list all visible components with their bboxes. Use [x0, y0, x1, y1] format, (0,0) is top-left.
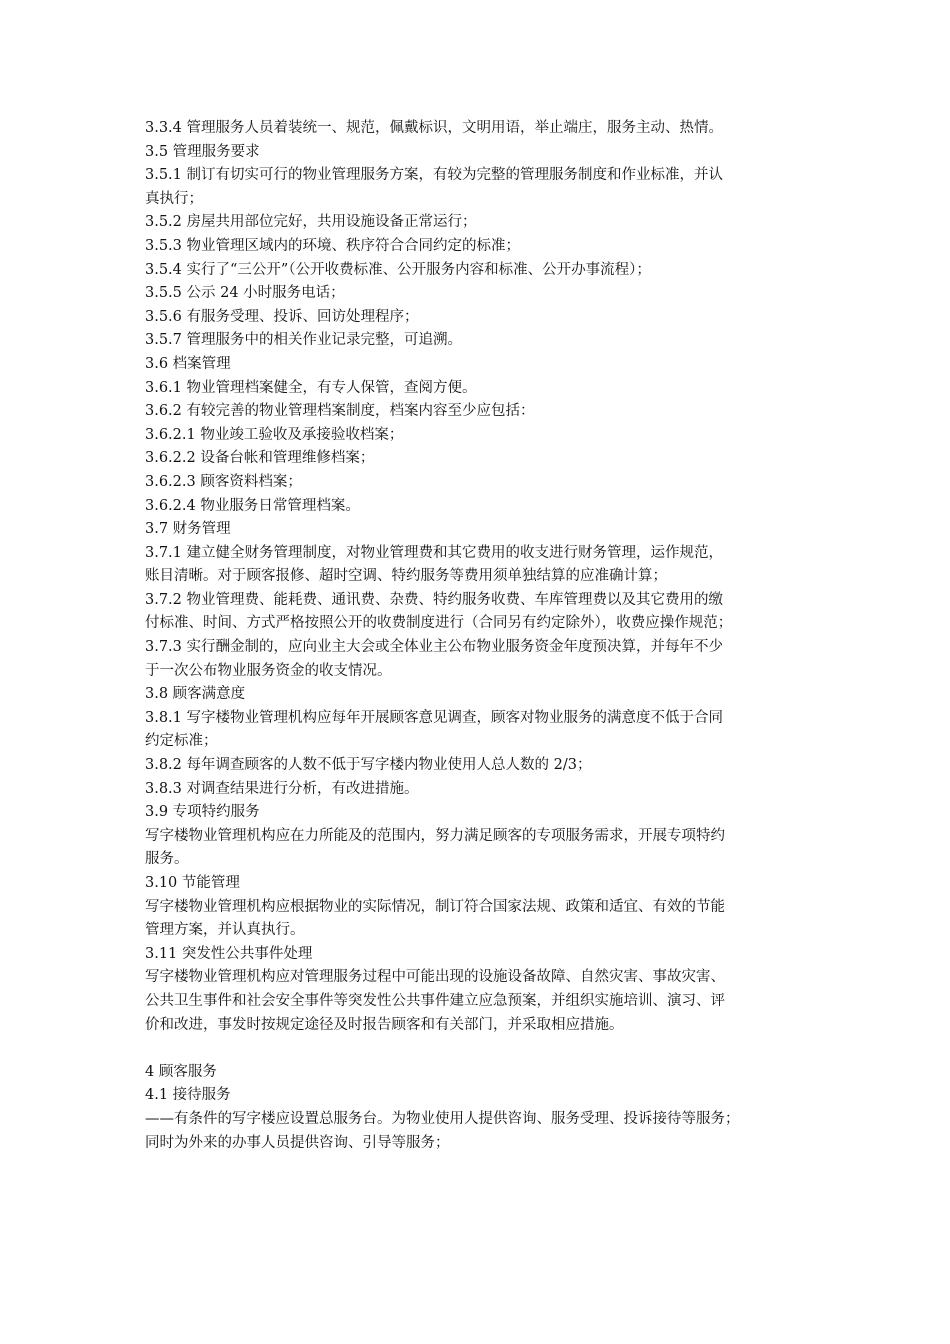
text-line: 付标准、时间、方式严格按照公开的收费制度进行（合同另有约定除外），收费应操作规范； [145, 615, 733, 632]
text-line: 3.8 顾客满意度 [145, 686, 246, 703]
text-line: 约定标准； [145, 733, 218, 750]
text-line: 3.6.2.2 设备台帐和管理维修档案； [145, 450, 375, 467]
text-line: 3.6 档案管理 [145, 355, 231, 372]
text-line: 3.8.2 每年调查顾客的人数不低于写字楼内物业使用人总人数的 2/3； [145, 757, 592, 774]
text-line: 4 顾客服务 [145, 1063, 217, 1080]
text-line: 3.5.4 实行了“三公开”（公开收费标准、公开服务内容和标准、公开办事流程）； [145, 261, 651, 278]
text-line: 3.6.2.1 物业竣工验收及承接验收档案； [145, 426, 404, 443]
text-line: 于一次公布物业服务资金的收支情况。 [145, 662, 392, 679]
text-line: 3.5.6 有服务受理、投诉、回访处理程序； [145, 308, 419, 325]
text-line: 同时为外来的办事人员提供咨询、引导等服务； [145, 1134, 450, 1151]
text-line: 3.5.5 公示 24 小时服务电话； [145, 285, 345, 302]
text-line: 3.6.2 有较完善的物业管理档案制度，档案内容至少应包括： [145, 403, 535, 420]
text-line: 账目清晰。对于顾客报修、超时空调、特约服务等费用须单独结算的应准确计算； [145, 568, 667, 585]
text-line: 公共卫生事件和社会安全事件等突发性公共事件建立应急预案，并组织实施培训、演习、评 [145, 992, 725, 1009]
text-line: 3.6.2.3 顾客资料档案； [145, 473, 302, 490]
blank-line [145, 1037, 810, 1061]
text-line: 3.8.1 写字楼物业管理机构应每年开展顾客意见调查，顾客对物业服务的满意度不低于合同 [145, 709, 723, 726]
text-line: 3.5.3 物业管理区域内的环境、秩序符合合同约定的标准； [145, 237, 521, 254]
text-line: 写字楼物业管理机构应对管理服务过程中可能出现的设施设备故障、自然灾害、事故灾害、 [145, 969, 725, 986]
text-line: 3.7.3 实行酬金制的，应向业主大会或全体业主公布物业服务资金年度预决算，并每年不少 [145, 639, 723, 656]
text-line: 4.1 接待服务 [145, 1087, 231, 1104]
text-line: 写字楼物业管理机构应在力所能及的范围内，努力满足顾客的专项服务需求，开展专项特约 [145, 827, 725, 844]
text-line: 3.5 管理服务要求 [145, 143, 260, 160]
document-body [145, 117, 810, 1155]
text-line: 服务。 [145, 851, 189, 868]
text-line: 3.6.1 物业管理档案健全，有专人保管，查阅方便。 [145, 379, 477, 396]
text-line: 3.7 财务管理 [145, 521, 231, 538]
text-line: 3.5.1 制订有切实可行的物业管理服务方案，有较为完整的管理服务制度和作业标准，并认 [145, 167, 723, 184]
text-line: 3.5.7 管理服务中的相关作业记录完整，可追溯。 [145, 332, 463, 349]
text-line: 真执行； [145, 190, 203, 207]
text-line: 3.7.2 物业管理费、能耗费、通讯费、杂费、特约服务收费、车库管理费以及其它费用的缴 [145, 591, 723, 608]
text-line: 3.11 突发性公共事件处理 [145, 945, 313, 962]
text-line: 3.9 专项特约服务 [145, 804, 260, 821]
text-line: 3.3.4 管理服务人员着装统一、规范，佩戴标识，文明用语，举止端庄，服务主动、热情。 [145, 120, 723, 136]
text-line: 3.10 节能管理 [145, 875, 240, 891]
text-line: 3.7.1 建立健全财务管理制度，对物业管理费和其它费用的收支进行财务管理，运作规范， [145, 544, 723, 561]
text-line: 3.8.3 对调查结果进行分析，有改进措施。 [145, 780, 419, 797]
text-line: ——有条件的写字楼应设置总服务台。为物业使用人提供咨询、服务受理、投诉接待等服务； [145, 1110, 740, 1127]
text-line: 3.6.2.4 物业服务日常管理档案。 [145, 497, 360, 514]
text-line: 写字楼物业管理机构应根据物业的实际情况，制订符合国家法规、政策和适宜、有效的节能 [145, 898, 725, 915]
text-line: 3.5.2 房屋共用部位完好，共用设施设备正常运行； [145, 214, 477, 231]
text-line: 价和改进，事发时按规定途径及时报告顾客和有关部门，并采取相应措施。 [145, 1016, 624, 1033]
text-line: 管理方案，并认真执行。 [145, 922, 305, 939]
